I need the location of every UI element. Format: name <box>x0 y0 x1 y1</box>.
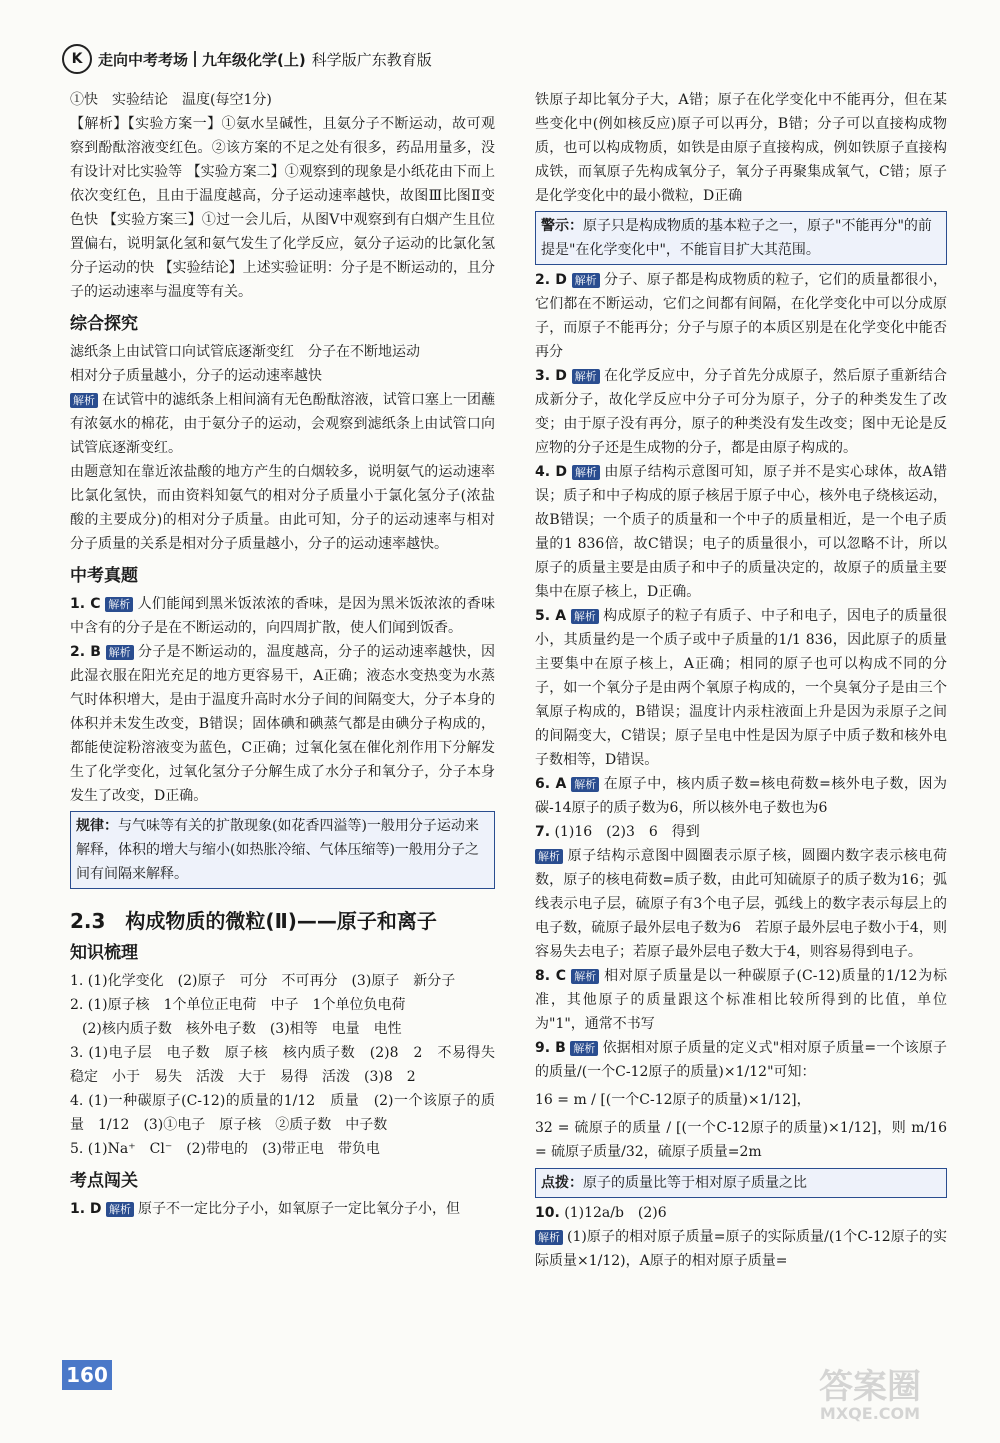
analysis-tag: 解析 <box>571 777 599 792</box>
analysis-tag: 解析 <box>571 969 599 984</box>
knowledge-item: 2. (1)原子核 1个单位正电荷 中子 1个单位负电荷 <box>70 997 406 1013</box>
knowledge-item: 4. (1)一种碳原子(C-12)的质量的1/12 质量 (2)一个该原子的质量 1/12 (3)①电子 原子核 ②质子数 中子数 <box>70 1093 495 1133</box>
question-item <box>70 592 495 640</box>
question-item <box>535 460 947 604</box>
rule-box <box>70 811 495 889</box>
knowledge-item: 3. (1)电子层 电子数 原子核 核内质子数 (2)8 2 不易得失 稳定 小于 易失 活泼 大于 易得 活泼 (3)8 2 <box>70 1045 509 1085</box>
analysis-tag: 解析 <box>70 393 98 408</box>
question-text: 原子不一定比分子小，如氧原子一定比氧分子小，但 <box>138 1201 461 1217</box>
warning-text: 原子只是构成物质的基本粒子之一，原子"不能再分"的前提是"在化学变化中"，不能盲目扩大其范围。 <box>541 218 932 258</box>
question-number: 7. <box>535 824 551 840</box>
explanation <box>70 388 495 460</box>
warning-box <box>535 211 947 265</box>
question-text: 在化学反应中，分子首先分成原子，然后原子重新结合成新分子，故化学反应中分子可分为原子，分子的种类发生了改变；由于原子没有再分，原子的种类没有发生改变；图中无论是反应物的分子还是生成物的分子，都是由原子构成的。 <box>535 368 948 456</box>
question-number: 8. C <box>535 968 567 984</box>
question-item <box>535 964 947 1036</box>
analysis-tag: 解析 <box>535 1230 563 1245</box>
explanation: 由题意知在靠近浓盐酸的地方产生的白烟较多，说明氨气的运动速率比氯化氢快，而由资料知氨气的相对分子质量小于氯化氢分子(浓盐酸的主要成分)的相对分子质量。由此可知，分子的运动速率与相对分子质量的关系是相对分子质量越小，分子的运动速率越快。 <box>70 464 495 552</box>
answer-line: 滤纸条上由试管口向试管底逐渐变红 分子在不断地运动 <box>70 344 420 360</box>
section-title-zhongkao: 中考真题 <box>70 566 138 586</box>
analysis-tag: 解析 <box>572 369 600 384</box>
question-item <box>70 640 495 808</box>
watermark-url: MXQE.COM <box>819 1404 921 1423</box>
question-number: 5. A <box>535 608 567 624</box>
question-item <box>535 1036 947 1084</box>
page-number: 160 <box>62 1360 112 1390</box>
analysis-tag: 解析 <box>572 465 600 480</box>
question-text: 分子、原子都是构成物质的粒子，它们的质量都很小，它们都在不断运动，它们之间都有间隔，在化学变化中可以分成原子，而原子不能再分；分子与原子的本质区别是在化学变化中能否再分 <box>535 272 948 360</box>
continued-text: 铁原子却比氧分子大，A错；原子在化学变化中不能再分，但在某些变化中(例如核反应)原子可以再分，B错；分子可以直接构成物质，也可以构成物质，如铁是由原子直接构成，例如铁原子直接构成铁，而氧原子先构成氧分子，氧分子再聚集成氧气，C错；原子是化学变化中的最小微粒，D正确 <box>535 92 947 204</box>
question-text: 在原子中，核内质子数=核电荷数=核外电子数，因为碳-14原子的质子数为6，所以核外电子数也为6 <box>535 776 947 816</box>
analysis-tag: 解析 <box>535 849 563 864</box>
tip-box <box>535 1168 947 1198</box>
explanation-text: (1)原子的相对原子质量=原子的实际质量/(1个C-12原子的实际质量×1/12)，A原子的相对原子质量= <box>535 1229 947 1269</box>
edition-label: 科学版广东教育版 <box>311 50 432 69</box>
knowledge-item: 1. (1)化学变化 (2)原子 可分 不可再分 (3)原子 新分子 <box>70 973 456 989</box>
section-title-zhishi: 知识梳理 <box>70 943 138 963</box>
page-header <box>62 44 662 74</box>
right-column <box>535 88 947 1273</box>
intro-line: ①快 实验结论 温度(每空1分) <box>70 92 272 108</box>
analysis-tag: 解析 <box>106 1202 134 1217</box>
question-number: 1. C <box>70 596 101 612</box>
analysis-tag: 解析 <box>571 609 599 624</box>
formula-line: 32 = 硫原子的质量 / [(一个C-12原子的质量)×1/12]，则 m/16 = 硫原子质量/32，硫原子质量=2m <box>535 1120 947 1160</box>
question-text: 由原子结构示意图可知，原子并不是实心球体，故A错误；质子和中子构成的原子核居于原子中心，核外电子绕核运动，故B错误；一个质子的质量和一个中子的质量相近，是一个电子质量的1 836倍，故C错误；电子的质量很小，可以忽略不计，所以原子的质量主要是由质子和中子的质量决定的，故原子的质量主要集中在原子核上，D正确。 <box>535 464 948 600</box>
question-item <box>535 364 947 460</box>
question-text: 构成原子的粒子有质子、中子和电子，因电子的质量很小，其质量约是一个质子或中子质量的1/1 836，因此原子的质量主要集中在原子核上，A正确；相同的原子也可以构成不同的分子，如一个氧分子是由两个氧原子构成的，一个臭氧分子是由三个氧原子构成的，B错误；温度计内汞柱液面上升是因为汞原子之间的间隔变大，C错误；原子呈电中性是因为原子中质子数和核外电子数相等，D错误。 <box>535 608 947 768</box>
knowledge-item: 5. (1)Na⁺ Cl⁻ (2)带电的 (3)带正电 带负电 <box>70 1141 380 1157</box>
tip-label: 点拨： <box>541 1175 583 1191</box>
question-text: 相对原子质量是以一种碳原子(C-12)质量的1/12为标准，其他原子的质量跟这个标准相比较所得到的比值，单位为"1"，通常不书写 <box>535 968 947 1032</box>
warning-label: 警示： <box>541 218 583 234</box>
tip-text: 原子的质量比等于相对原子质量之比 <box>583 1175 807 1191</box>
question-item <box>535 604 947 772</box>
question-number: 4. D <box>535 464 568 480</box>
watermark-main: 答案圈 <box>819 1367 921 1407</box>
publisher-logo-icon: K <box>62 44 92 74</box>
intro-paragraph: 【解析】【实验方案一】①氨水呈碱性，且氨分子不断运动，故可观察到酚酞溶液变红色。②该方案的不足之处有很多，药品用量多，没有设计对比实验等 【实验方案二】①观察到的现象是小纸花由下而上依次变红色，且由于温度越高，分子运动速率越快，故图Ⅲ比图Ⅱ变色快 【实验方案三】①过一会儿后，从图V中观察到有白烟产生且位置偏右，说明氯化氢和氨气发生了化学反应，氨分子运动的比氯化氢分子运动的快 【实验结论】上述实验证明：分子是不断运动的，且分子的运动速率与温度等有关。 <box>70 116 495 300</box>
question-text: (1)16 (2)3 6 得到 <box>554 824 700 840</box>
question-text: (1)12a/b (2)6 <box>564 1205 667 1221</box>
chapter-title: 2.3 构成物质的微粒(Ⅱ)——原子和离子 <box>70 909 437 933</box>
analysis-tag: 解析 <box>106 645 134 660</box>
question-text: 人们能闻到黑米饭浓浓的香味，是因为黑米饭浓浓的香味中含有的分子是在不断运动的，向四周扩散，使人们闻到饭香。 <box>70 596 496 636</box>
series-title: 走向中考考场 <box>98 50 189 69</box>
header-divider <box>194 51 196 67</box>
explanation <box>535 1225 947 1273</box>
analysis-tag: 解析 <box>572 273 600 288</box>
analysis-tag: 解析 <box>105 597 133 612</box>
formula-line: 16 = m / [(一个C-12原子的质量)×1/12]， <box>535 1092 811 1108</box>
question-item <box>70 1197 495 1221</box>
rule-text: 与气味等有关的扩散现象(如花香四溢等)一般用分子运动来解释，体积的增大与缩小(如热胀冷缩、气体压缩等)一般用分子之间有间隔来解释。 <box>76 818 479 882</box>
question-number: 2. D <box>535 272 567 288</box>
question-number: 10. <box>535 1205 560 1221</box>
explanation-text: 原子结构示意图中圆圈表示原子核，圆圈内数字表示核电荷数，原子的核电荷数=质子数，由此可知硫原子的质子数为16；弧线表示电子层，硫原子有3个电子层，弧线上的数字表示每层上的电子数，硫原子最外层电子数为6 若原子最外层电子数小于4，则容易失去电子；若原子最外层电子数大于4，则容易得到电子。 <box>535 848 947 960</box>
watermark-logo <box>780 1367 960 1430</box>
question-text: 依据相对原子质量的定义式"相对原子质量=一个该原子的质量/(一个C-12原子的质量)×1/12"可知： <box>535 1040 948 1080</box>
knowledge-item: (2)核内质子数 核外电子数 (3)相等 电量 电性 <box>82 1021 402 1037</box>
question-number: 2. B <box>70 644 101 660</box>
question-item <box>535 820 947 844</box>
question-number: 6. A <box>535 776 567 792</box>
question-text: 分子是不断运动的，温度越高，分子的运动速率越快，因此湿衣服在阳光充足的地方更容易干，A正确；液态水变热变为水蒸气时体积增大，是由于温度升高时水分子间的间隔变大，分子本身的体积并未发生改变，B错误；固体碘和碘蒸气都是由碘分子构成的，都能使淀粉溶液变为蓝色，C正确；过氧化氢在催化剂作用下分解发生了化学变化，过氧化氢分子分解生成了水分子和氧分子，分子本身发生了改变，D正确。 <box>70 644 496 804</box>
analysis-tag: 解析 <box>570 1041 598 1056</box>
subject-title: 九年级化学(上) <box>202 50 306 69</box>
answer-line: 相对分子质量越小，分子的运动速率越快 <box>70 368 322 384</box>
question-number: 1. D <box>70 1201 102 1217</box>
explanation-text: 在试管中的滤纸条上相间滴有无色酚酞溶液，试管口塞上一团蘸有浓氨水的棉花，由于氨分子的运动，会观察到滤纸条上由试管口向试管底逐渐变红。 <box>70 392 495 456</box>
question-item <box>535 1201 947 1225</box>
question-item <box>535 772 947 820</box>
section-title-kaodian: 考点闯关 <box>70 1171 138 1191</box>
left-column <box>70 88 509 1221</box>
question-number: 9. B <box>535 1040 566 1056</box>
question-number: 3. D <box>535 368 567 384</box>
question-item <box>535 268 947 364</box>
rule-label: 规律： <box>76 818 118 834</box>
explanation <box>535 844 947 964</box>
section-title-zonghe: 综合探究 <box>70 314 138 334</box>
